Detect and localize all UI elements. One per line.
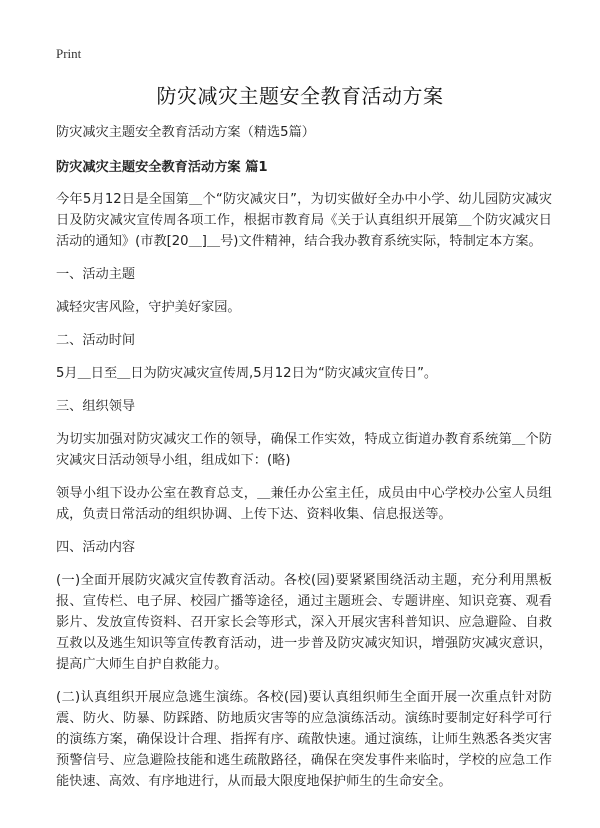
page-title: 防灾减灾主题安全教育活动方案 bbox=[156, 84, 444, 108]
paragraph: 为切实加强对防灾减灾工作的领导，确保工作实效，特成立街道办教育系统第＿个防灾减灾日活动领导小组，组成如下：(略) bbox=[56, 432, 552, 468]
article-title: 防灾减灾主题安全教育活动方案 篇1 bbox=[56, 160, 268, 175]
paragraph: 5月＿日至＿日为防灾减灾宣传周,5月12日为“防灾减灾宣传日”。 bbox=[56, 366, 438, 381]
paragraph: 今年5月12日是全国第＿个“防灾减灾日”，为切实做好全办中小学、幼儿园防灾减灾日及防灾减灾宣传周各项工作，根据市教育局《关于认真组织开展第＿个防灾减灾日活动的通知》(市教[20＿]＿号)文件精神，结合我办教育系统实际，特制定本方案。 bbox=[56, 192, 552, 249]
paragraph: (一)全面开展防灾减灾宣传教育活动。各校(园)要紧紧围绕活动主题，充分利用黑板报、宣传栏、电子屏、校园广播等途径，通过主题班会、专题讲座、知识竞赛、观看影片、发放宣传资料、召开家长会等形式，深入开展灾害科普知识、应急避险、自救互救以及逃生知识等宣传教育活动，进一步普及防灾减灾知识，增强防灾减灾意识，提高广大师生自护自救能力。 bbox=[56, 573, 552, 672]
section-heading: 四、活动内容 bbox=[56, 540, 136, 555]
paragraph: (二)认真组织开展应急逃生演练。各校(园)要认真组织师生全面开展一次重点针对防震、防火、防暴、防踩踏、防地质灾害等的应急演练活动。演练时要制定好科学可行的演练方案，确保设计合理、指挥有序、疏散快速。通过演练，让师生熟悉各类灾害预警信号、应急避险技能和逃生疏散路径，确保在突发事件来临时，学校的应急工作能快速、高效、有序地进行，从而最大限度地保护师生的生命安全。 bbox=[56, 690, 552, 789]
paragraph: 领导小组下设办公室在教育总支，＿兼任办公室主任，成员由中心学校办公室人员组成，负责日常活动的组织协调、上传下达、资料收集、信息报送等。 bbox=[56, 486, 552, 522]
document-body bbox=[56, 122, 552, 804]
section-heading: 一、活动主题 bbox=[56, 267, 136, 282]
section-heading: 三、组织领导 bbox=[56, 399, 136, 414]
print-link[interactable]: Print bbox=[56, 46, 82, 61]
paragraph: 减轻灾害风险，守护美好家园。 bbox=[56, 300, 241, 315]
document-subtitle: 防灾减灾主题安全教育活动方案（精选5篇） bbox=[56, 125, 315, 140]
article-content bbox=[56, 189, 552, 792]
section-heading: 二、活动时间 bbox=[56, 333, 136, 348]
